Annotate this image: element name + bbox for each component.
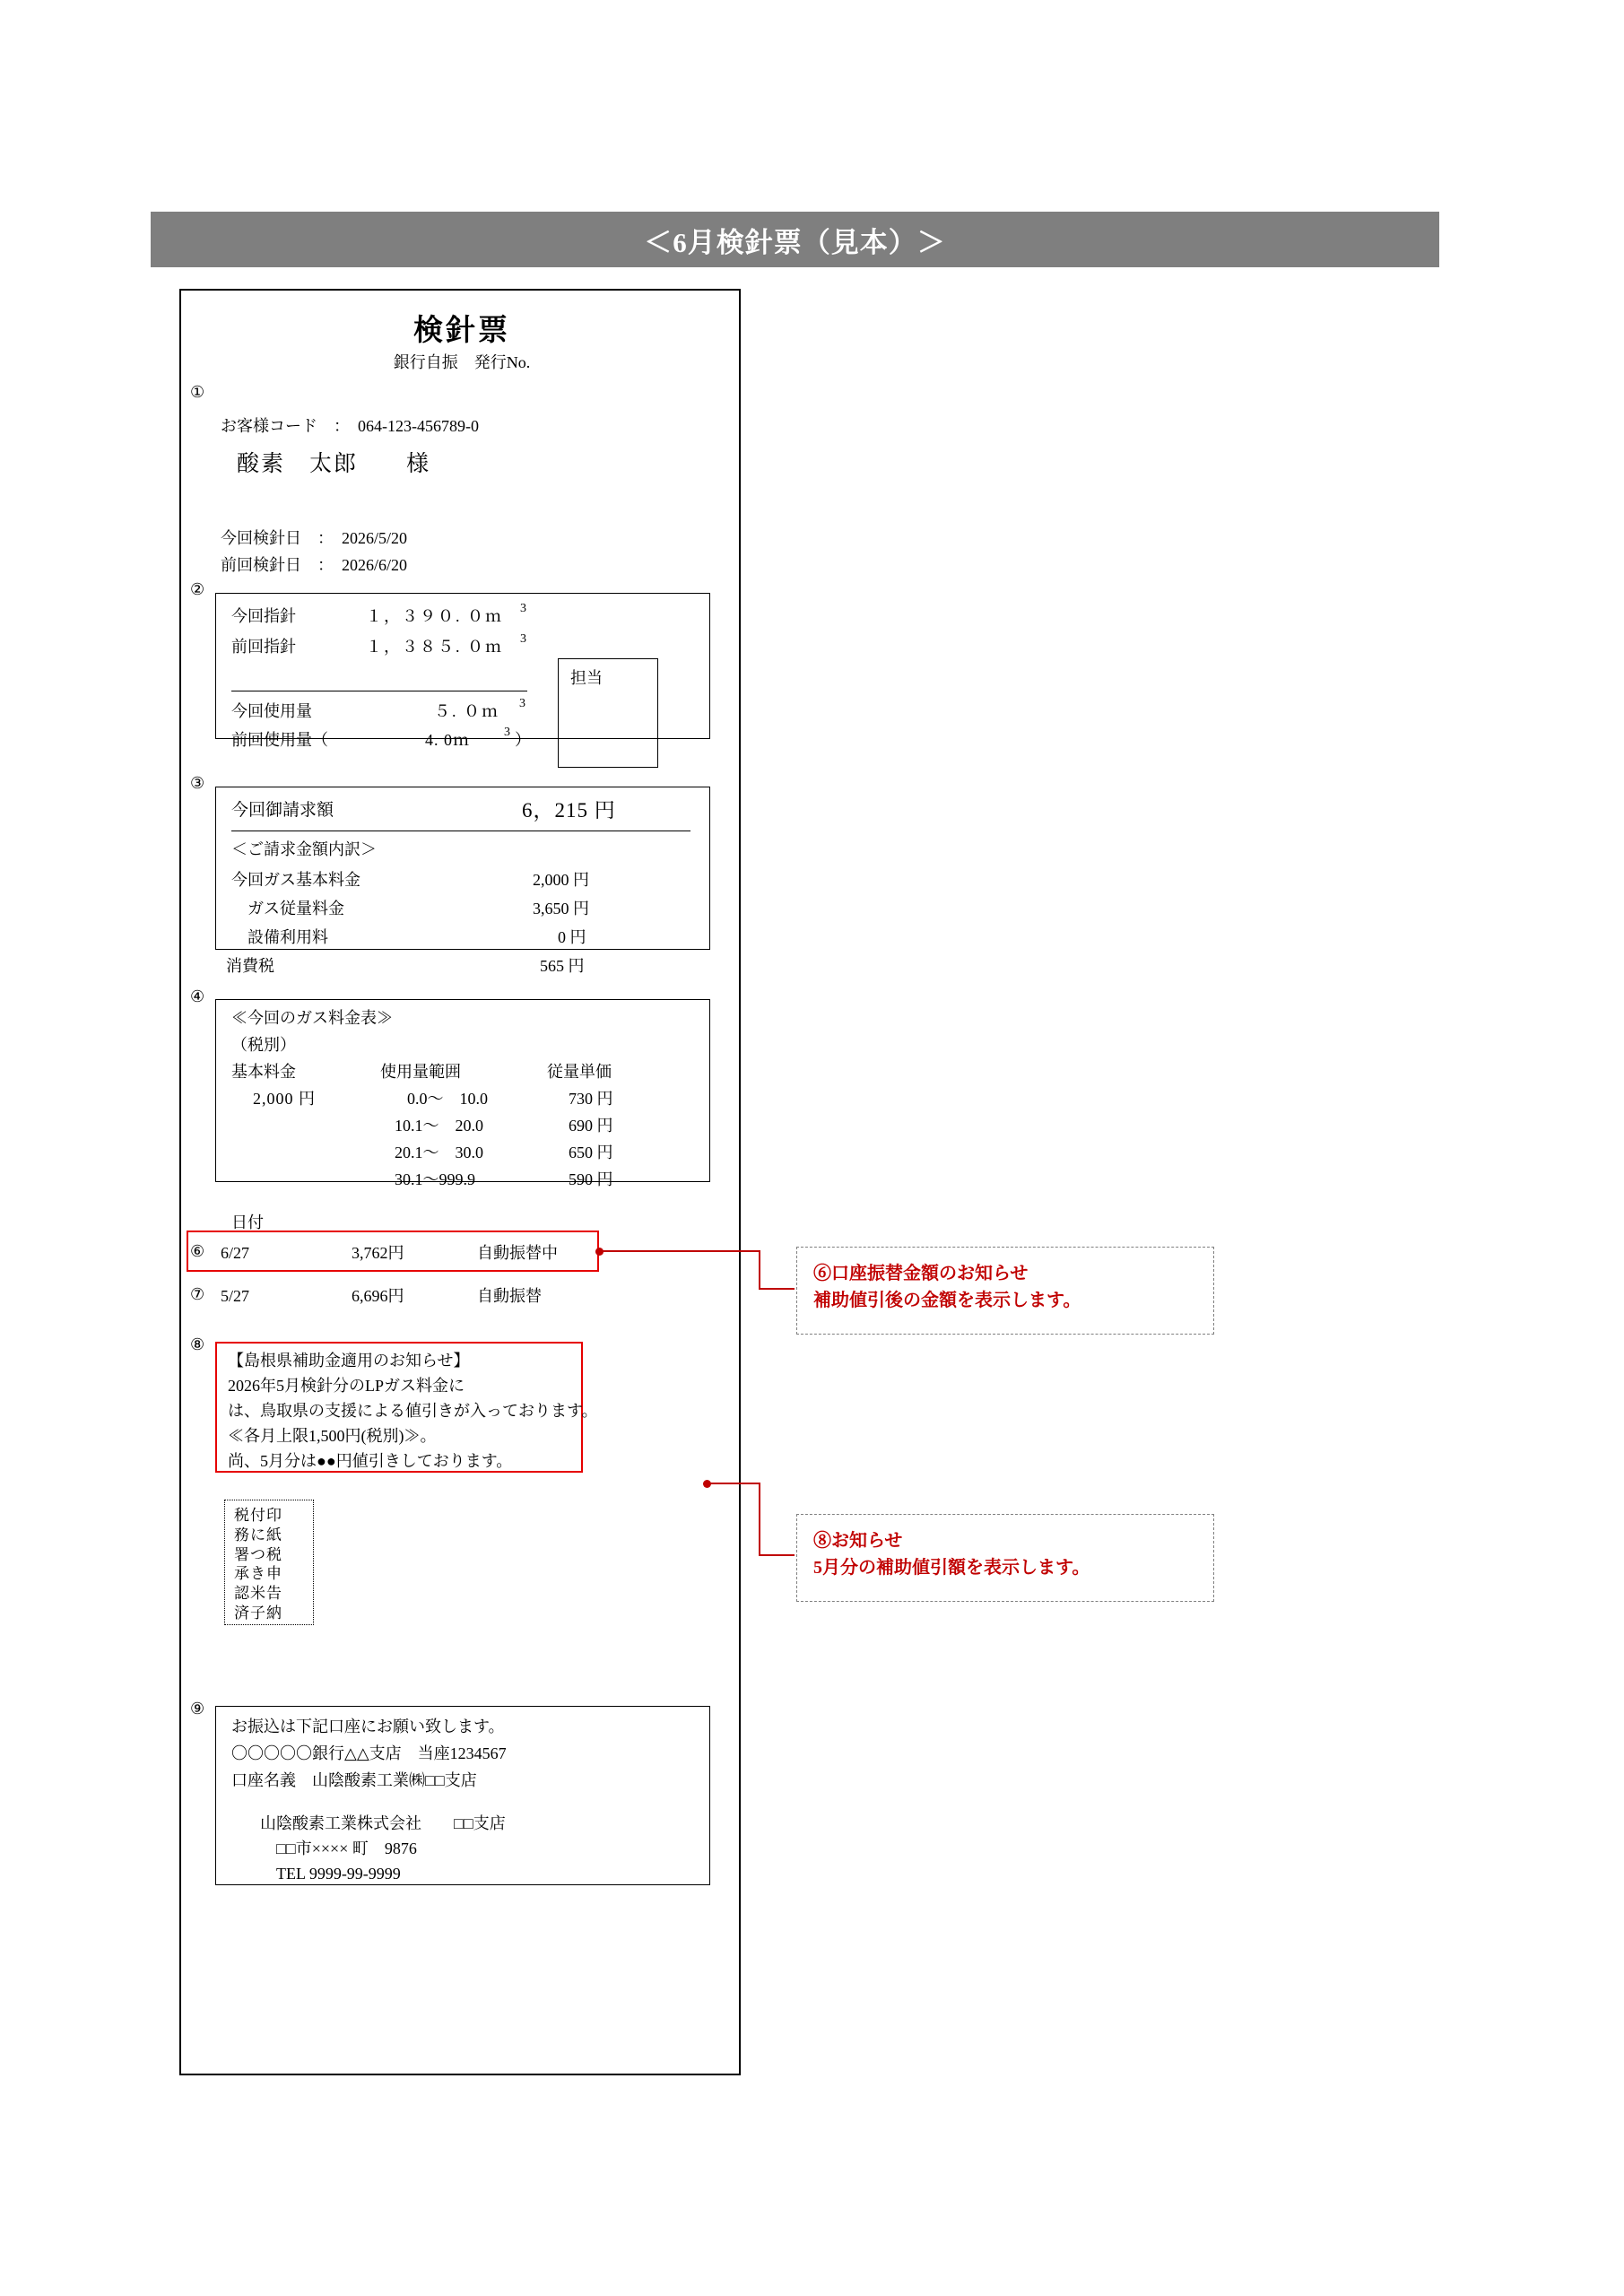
rate-price-1: 690 円	[569, 1117, 613, 1135]
company-line-1: □□市×××× 町 9876	[260, 1839, 417, 1857]
stamp-line-3: 承き申	[234, 1565, 282, 1583]
rate-range-3: 30.1〜999.9	[395, 1170, 475, 1188]
marker-7: ⑦	[190, 1285, 205, 1303]
previous-usage-value: 4. 0ｍ	[425, 731, 470, 749]
bank-line-0: お振込は下記口座にお願い致します。	[231, 1718, 505, 1735]
customer-code: お客様コード ： 064-123-456789-0	[221, 417, 479, 435]
bank-line-1: 〇〇〇〇〇銀行△△支店 当座1234567	[231, 1744, 507, 1762]
rate-header-range: 使用量範囲	[380, 1063, 461, 1081]
tax-stamp-box	[224, 1500, 314, 1625]
marker-3: ③	[190, 774, 205, 792]
current-usage-value: ５. ０ｍ	[434, 702, 499, 720]
marker-6: ⑥	[190, 1242, 205, 1260]
payment-amount-1: 6,696円	[352, 1287, 404, 1305]
slip-subtitle: 銀行自振 発行No.	[393, 353, 531, 371]
payment-method-0: 自動振替中	[477, 1244, 558, 1262]
current-reading-date: 今回検針日 ： 2026/5/20	[221, 529, 408, 547]
breakdown-value-3: 565 円	[540, 957, 585, 975]
rate-header-base: 基本料金	[231, 1063, 296, 1081]
marker-9: ⑨	[190, 1700, 205, 1718]
callout-connector-2-v	[759, 1483, 760, 1556]
callout-2-line-1: ⑧お知らせ	[813, 1531, 903, 1551]
callout-connector-1-h	[599, 1250, 760, 1252]
stamp-line-0: 税付印	[234, 1507, 282, 1524]
total-label: 今回御請求額	[231, 801, 334, 820]
payment-date-1: 5/27	[221, 1287, 250, 1305]
breakdown-value-1: 3,650 円	[533, 900, 589, 918]
payments-header: 日付	[231, 1213, 264, 1231]
notice-line-1: 2026年5月検針分のLPガス料金に	[228, 1377, 465, 1395]
current-index-unit: 3	[520, 602, 526, 615]
rate-price-2: 650 円	[569, 1144, 613, 1161]
previous-usage-close: ）	[515, 731, 531, 749]
notice-line-0: 【島根県補助金適用のお知らせ】	[228, 1352, 470, 1370]
rate-header-unitprice: 従量単価	[547, 1063, 612, 1081]
previous-index-value: １，３８５. ０ｍ	[366, 638, 503, 656]
page-title: ＜6月検針票（見本）＞	[644, 226, 946, 258]
breakdown-label-0: 今回ガス基本料金	[231, 871, 360, 889]
previous-usage-label: 前回使用量（	[231, 731, 328, 749]
previous-reading-date: 前回検針日 ： 2026/6/20	[221, 556, 408, 574]
staff-label: 担当	[570, 669, 603, 687]
breakdown-value-0: 2,000 円	[533, 871, 589, 889]
breakdown-value-2: 0 円	[558, 928, 586, 946]
marker-1: ①	[190, 383, 205, 401]
stamp-line-4: 認米告	[234, 1585, 282, 1602]
callout-connector-2-h2	[759, 1554, 795, 1556]
breakdown-label-1: ガス従量料金	[231, 900, 344, 918]
payment-date-0: 6/27	[221, 1244, 250, 1262]
callout-box-1	[796, 1247, 1214, 1335]
marker-4: ④	[190, 987, 205, 1005]
company-line-0: 山陰酸素工業株式会社 □□支店	[260, 1814, 506, 1832]
callout-connector-1-v	[759, 1250, 760, 1290]
callout-2-line-2: 5月分の補助値引額を表示します。	[813, 1558, 1090, 1578]
callout-box-2	[796, 1514, 1214, 1602]
breakdown-title: ＜ご請求金額内訳＞	[231, 840, 377, 858]
rate-range-2: 20.1〜 30.0	[395, 1144, 483, 1161]
breakdown-label-3: 消費税	[226, 957, 274, 975]
callout-connector-2-h	[707, 1483, 760, 1484]
rate-price-3: 590 円	[569, 1170, 613, 1188]
rate-table-tax-note: （税別）	[231, 1036, 296, 1054]
stamp-line-2: 署つ税	[234, 1545, 282, 1563]
breakdown-label-2: 設備利用料	[231, 928, 328, 946]
total-value: 6，215 円	[522, 799, 616, 822]
previous-usage-unit: 3	[504, 726, 510, 739]
callout-connector-1-h2	[759, 1288, 795, 1290]
current-index-value: １，３９０. ０ｍ	[366, 607, 503, 625]
previous-index-label: 前回指針	[231, 638, 296, 656]
rate-range-0: 0.0〜 10.0	[407, 1090, 488, 1108]
slip-title: 検針票	[413, 315, 510, 347]
marker-8: ⑧	[190, 1335, 205, 1353]
current-usage-label: 今回使用量	[231, 702, 312, 720]
callout-1-line-1: ⑥口座振替金額のお知らせ	[813, 1264, 1029, 1283]
rate-range-1: 10.1〜 20.0	[395, 1117, 483, 1135]
stamp-line-5: 済子納	[234, 1604, 282, 1622]
customer-name: 酸素 太郎 様	[237, 452, 431, 476]
notice-line-2: は、鳥取県の支援による値引きが入っております。	[228, 1402, 598, 1420]
page-header-banner	[151, 212, 1439, 267]
rate-base-charge: 2,000 円	[253, 1090, 316, 1108]
notice-line-3: ≪各月上限1,500円(税別)≫。	[228, 1427, 437, 1445]
rate-price-0: 730 円	[569, 1090, 613, 1108]
current-usage-unit: 3	[519, 697, 525, 710]
current-index-label: 今回指針	[231, 607, 296, 625]
meter-reading-slip	[179, 289, 741, 2075]
payment-amount-0: 3,762円	[352, 1244, 404, 1262]
company-line-2: TEL 9999-99-9999	[260, 1865, 401, 1883]
payment-method-1: 自動振替	[477, 1287, 542, 1305]
rate-table-title: ≪今回のガス料金表≫	[231, 1009, 393, 1027]
callout-1-line-2: 補助値引後の金額を表示します。	[813, 1291, 1081, 1310]
stamp-line-1: 務に紙	[234, 1526, 282, 1544]
marker-2: ②	[190, 580, 205, 598]
bank-line-2: 口座名義 山陰酸素工業㈱□□支店	[231, 1771, 477, 1789]
notice-line-4: 尚、5月分は●●円値引きしております。	[228, 1452, 513, 1470]
previous-index-unit: 3	[520, 632, 526, 646]
